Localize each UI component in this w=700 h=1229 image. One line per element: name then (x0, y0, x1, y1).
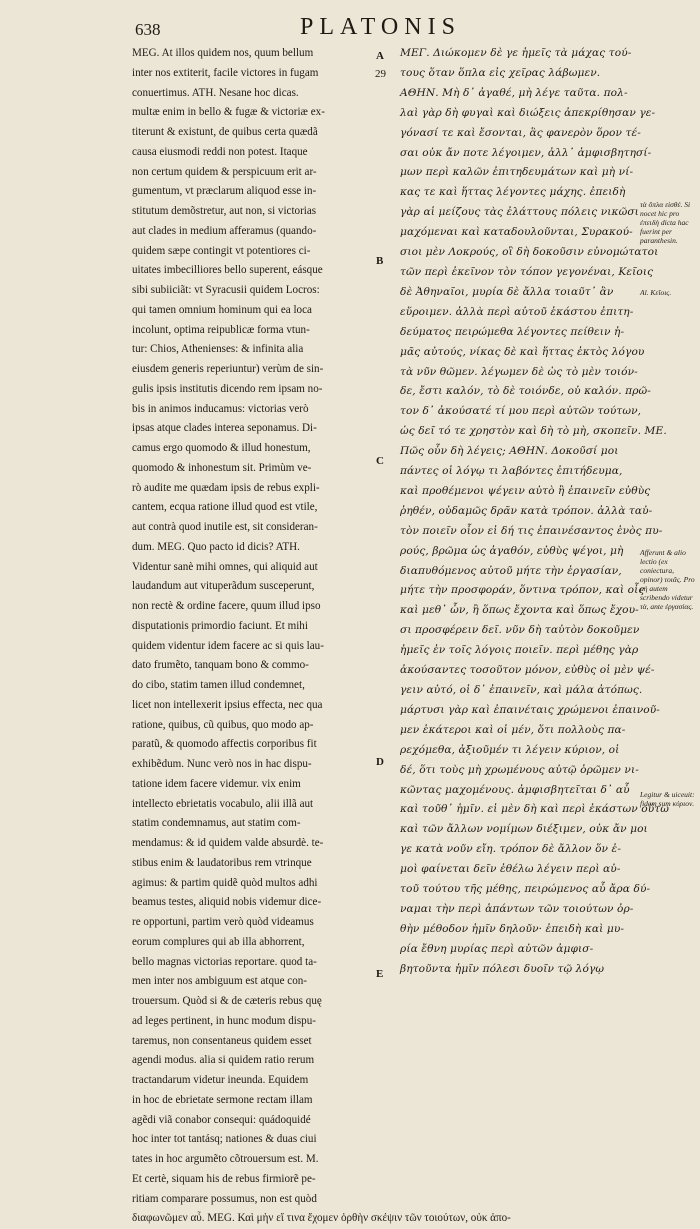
latin-text-line: intellecto ebrietatis vocabulo, alii illã aut (132, 797, 314, 810)
latin-text-line: dum. MEG. Quo pacto id dicis? ATH. (132, 540, 300, 553)
latin-text-line: sibi subiiciãt: vt Syracusii quidem Locros: (132, 284, 320, 296)
latin-text-line: taremus, non consentaneus quidem esset (132, 1034, 312, 1047)
latin-text-line: titerunt & existunt, de quibus certa quædã (132, 126, 318, 138)
latin-text-line: eiusdem generis reperiuntur) verùm de sin- (132, 363, 324, 375)
latin-text-line: statim condemnamus, aut statim com- (132, 817, 301, 830)
latin-text-line: dato frumẽto, tanquam bono & commo- (132, 659, 309, 672)
latin-text-line: agẽdi viã conabor consequi: quádoquidé (132, 1113, 311, 1126)
latin-text-line: non rectè & ordine facere, quum illud ipso (132, 600, 321, 612)
latin-text-line: non certum quidem & perspicuum erit ar- (132, 165, 317, 178)
latin-text-line: cantem, ecqua ratione illud quod est vtile, (132, 501, 318, 514)
latin-text-line: beamus testes, aliquid nobis videmur dice- (132, 896, 322, 909)
latin-text-line: conuertimus. ATH. Nesane hoc dicas. (132, 86, 299, 99)
greek-text-line: ὡς δεῖ τό τε χρηστὸν καὶ δὴ τὸ μὴ, σκοπεῖν. ΜΕ. (400, 425, 667, 438)
greek-text-line: καὶ προθέμενοι ψέγειν αὐτὸ ἢ ἐπαινεῖν εὐθὺς (400, 484, 651, 497)
latin-text-line: tur: Chios, Athenienses: & infinita alia (132, 343, 304, 356)
greek-text-line: βητοῦντα ἡμῖν πόλεσι δυοῖν τῷ λόγῳ (400, 962, 605, 975)
greek-text-line: μήτε τὴν προσφοράν, ὅντινα τρόπον, καὶ οἷς (400, 584, 645, 597)
greek-text-line: λαὶ γὰρ δὴ φυγαὶ καὶ διώξεις ἀπεκρίθησαν γε- (400, 106, 656, 119)
greek-text-line: ἀκούσαντες τοσοῦτον μόνον, εὐθὺς οἱ μὲν ψέ- (400, 664, 655, 677)
latin-text-line: mendamus: & id quidem valde absurdè. te- (132, 837, 324, 849)
latin-text-line: uitates imbecilliores bello superent, eásque (132, 264, 323, 277)
latin-text-line: laudandum aut vituperãdum susceperunt, (132, 580, 315, 593)
latin-text-line: stibus enim & laudatoribus rem vtrinque (132, 856, 312, 869)
latin-text-line: quomodo & inhonestum sit. Primùm ve- (132, 461, 312, 474)
section-letter: D (376, 756, 384, 768)
greek-text-line: ρία ἔθνη μυρίας περὶ αὐτῶν ἀμφισ- (400, 942, 594, 955)
marginal-note: Afferunt & alio lectio (ex coniectura, opinor) τοιᾶς. Pro μὴ autem scribendo videtur τὰ, ante ἐργασίας. (640, 548, 695, 611)
latin-text-line: inter nos extiterit, facile victores in fugam (132, 66, 319, 79)
latin-text-line: Videntur sanè mihi omnes, qui aliquid aut (132, 560, 318, 573)
latin-text-line: quidem sæpe contingit vt potentiores ci- (132, 244, 311, 257)
greek-text-line: ῥηθέν, οὐδαμῶς δρᾶν κατὰ τρόπον. ἀλλὰ ταὐ- (400, 504, 653, 517)
latin-text-line: rò audite me quædam ipsis de rebus expli- (132, 481, 320, 494)
greek-text-line: ΑΘΗΝ. Μὴ δ᾽ ἀγαθέ, μὴ λέγε ταῦτα. πολ- (400, 86, 628, 99)
latin-text-line: licet non intellexerit ipsius effecta, nec qua (132, 698, 323, 711)
latin-text-line: exhibẽdum. Nunc verò nos in hac dispu- (132, 758, 312, 770)
latin-text-line: aut contrà quod inutile est, sit consideran- (132, 521, 318, 533)
latin-text-line: ratione, quibus, cũ quibus, quo modo ap- (132, 718, 314, 731)
running-title: PLATONIS (300, 14, 461, 40)
latin-text-line: gulis ipsis institutis dicendo rem ipsam no- (132, 382, 323, 395)
marginal-note: Legitur & uiceuit: fidem sum κύριον. (640, 790, 695, 808)
greek-text-line: δὲ Ἀθηναῖοι, μυρία δὲ ἄλλα τοιαῦτ᾽ ἂν (400, 285, 614, 298)
greek-text-line: ναμαι τὴν περὶ ἁπάντων τῶν τοιούτων ὀρ- (400, 902, 634, 915)
greek-text-line: τοῦ τούτου τῆς μέθης, πειρώμενος αὖ ἄρα δύ- (400, 883, 651, 896)
greek-text-line: κας τε καὶ ἥττας λέγοντες μάχης. ἐπειδὴ (400, 186, 626, 199)
greek-text-line: τὰ νῦν θῶμεν. λέγωμεν δὲ ὡς τὸ μὲν τοιόν- (400, 365, 638, 378)
page-number: 638 (135, 20, 161, 39)
latin-text-line: multæ enim in bello & fugæ & victoriæ ex- (132, 106, 325, 119)
latin-text-line: διαφωνῶμεν αὖ. MEG. Καὶ μὴν εἴ τινα ἔχομεν ὀρθὴν σκέψιν τῶν τοιούτων, οὐκ ἀπο- (132, 1212, 511, 1225)
latin-text-line: qui tamen omnium hominum qui ea loca (132, 303, 312, 316)
greek-text-line: σαι οὐκ ἄν ποτε λέγοιμεν, ἀλλ᾽ ἀμφισβητησί- (400, 146, 652, 159)
section-letter: A (376, 50, 384, 62)
greek-text-line: δεύματος πειρώμεθα λέγοντες πείθειν ἡ- (400, 325, 625, 338)
greek-text-line: γόνασί τε καὶ ἔσονται, ἃς φανερὸν ὅρον τέ- (400, 126, 641, 139)
latin-text-line: ad leges pertinent, in hunc modum dispu- (132, 1014, 316, 1027)
greek-text-line: ἡμεῖς ἐν τοῖς λόγοις ποιεῖν. περὶ μέθης γὰρ (400, 644, 639, 657)
latin-text-line: tates in hoc argumẽto cõtrouersum est. M. (132, 1153, 319, 1165)
latin-text-line: gumentum, vt præclarum aliquod esse in- (132, 185, 317, 198)
latin-text-line: aut clades in medium afferamus (quando- (132, 224, 317, 237)
greek-text-line: μεν ἑκάτεροι καὶ οἱ μέν, ὅτι πολλοὺς πα- (400, 723, 626, 736)
latin-text-line: paratũ, & quomodo affectis corporibus fit (132, 738, 317, 751)
line-marker: 29 (375, 68, 386, 80)
greek-text-line: κῶντας μαχομένους. ἀμφισβητεῖται δ᾽ αὖ (400, 783, 630, 796)
latin-text-line: bello magnas victorias reportare. quod ta- (132, 955, 317, 968)
greek-text-line: ρούς, βρῶμα ὡς ἀγαθόν, εὐθὺς ψέγοι, μὴ (400, 544, 624, 557)
latin-text-line: agimus: & partim quidẽ quòd multos adhi (132, 876, 318, 889)
greek-text-line: καὶ τοῦθ᾽ ἡμῖν. εἰ μὲν δὴ καὶ περὶ ἑκάστων οὕτω (400, 803, 669, 816)
greek-text-line: καὶ μεθ᾽ ὧν, ἢ ὅπως ἔχοντα καὶ ὅπως ἔχου- (400, 604, 639, 617)
greek-text-line: τὸν ποιεῖν οἷον εἰ δή τις ἐπαινέσαντος ἑνὸς πυ- (400, 524, 663, 537)
latin-text-line: ipsas atque clades interea seponamus. Di- (132, 422, 317, 435)
greek-text-line: μάρτυσι γὰρ καὶ ἐπαινέταις χρώμενοι ἐπαινοῦ- (400, 703, 660, 716)
greek-text-line: καὶ τῶν ἄλλων νομίμων διέξιμεν, οὐκ ἄν μοι (400, 823, 648, 836)
greek-text-line: θὴν μέθοδον ἡμῖν δηλοῦν· ἐπειδὴ καὶ μυ- (400, 922, 625, 935)
latin-text-line: tractandarum videtur ineunda. Equidem (132, 1074, 309, 1086)
greek-text-line: γε κατὰ νοῦν εἴη. τρόπον δὲ ἄλλον ὅν ἐ- (400, 843, 622, 856)
marginal-note: Al. Κεῖοις. (640, 288, 672, 297)
greek-text-line: δε, ἔστι καλόν, τὸ δὲ τοιόνδε, οὐ καλόν. πρῶ- (400, 385, 651, 398)
latin-text-line: causa eiusmodi reddi non potest. Itaque (132, 145, 308, 158)
greek-text-line: γὰρ αἱ μείζους τὰς ἐλάττους πόλεις νικῶσι (400, 206, 639, 219)
latin-text-line: ritiam comparare possumus, non est quòd (132, 1192, 317, 1205)
greek-text-line: Πῶς οὖν δὴ λέγεις; ΑΘΗΝ. Δοκοῦσί μοι (400, 445, 619, 458)
greek-text-line: σιοι μὲν Λοκρούς, οἳ δὴ δοκοῦσιν εὐνομώτατοι (400, 246, 659, 259)
greek-text-line: τους ὅταν ὅπλα εἰς χεῖρας λάβωμεν. (400, 66, 601, 79)
greek-text-line: μαχόμεναι καὶ καταδουλοῦνται, Συρακού- (400, 226, 633, 239)
greek-text-line: τῶν περὶ ἐκεῖνον τὸν τόπον γεγονέναι, Κεῖοις (400, 265, 654, 278)
greek-text-line: εὕροιμεν. ἀλλὰ περὶ αὐτοῦ ἑκάστου ἐπιτη- (400, 305, 634, 318)
section-letter: B (376, 255, 384, 267)
greek-text-line: ρεχόμεθα, ἀξιοῦμέν τι λέγειν κύριον, οἱ (400, 743, 620, 756)
greek-text-line: διαπυθόμενος αὐτοῦ μήτε τὴν ἐργασίαν, (400, 564, 622, 577)
latin-text-line: MEG. At illos quidem nos, quum bellum (132, 47, 314, 59)
latin-text-line: in hoc de ebrietate sermone rectam illam (132, 1093, 313, 1106)
latin-text-line: quidem videntur idem facere ac si quis lau- (132, 639, 324, 652)
latin-text-line: bis in animos inducamus: victorias verò (132, 402, 309, 415)
latin-text-line: eorum complures qui ab illa abhorrent, (132, 935, 305, 948)
greek-text-line: μοὶ φαίνεται δεῖν ἐθέλω λέγειν περὶ αὐ- (400, 863, 621, 876)
latin-text-line: tatione idem facere videmur. vix enim (132, 777, 301, 790)
latin-text-line: do cibo, statim tamen illud condemnet, (132, 679, 305, 691)
latin-text-line: stitutum demõstretur, aut non, si victorias (132, 205, 317, 217)
latin-text-line: re opportuni, partim verò quòd videamus (132, 916, 314, 928)
greek-text-line: γειν αὐτό, οἱ δ᾽ ἐπαινεῖν, καὶ μάλα ἀτόπως. (400, 684, 643, 696)
greek-text-line: ΜΕΓ. Διώκομεν δὲ γε ἡμεῖς τὰ μάχας τού- (400, 47, 632, 59)
latin-text-line: agendi modus. alia si quidem ratio rerum (132, 1054, 315, 1067)
section-letter: E (376, 968, 384, 980)
latin-text-line: hoc inter tot tantásq; nationes & duas ciui (132, 1133, 317, 1146)
latin-text-line: disputationis primordio faciunt. Et mihi (132, 619, 308, 632)
latin-text-line: trouersum. Quòd si & de cæteris rebus quę (132, 995, 322, 1007)
latin-text-line: camus ergo quomodo & illud honestum, (132, 442, 311, 454)
marginal-note: τὰ ὅπλα εἰσθέ. Si nocet hic pro ἐπειδὴ dicta hac fuerint per paranthesin. (640, 200, 691, 245)
greek-text-line: μᾶς αὐτούς, νίκας δὲ καὶ ἥττας ἐκτὸς λόγου (400, 345, 645, 358)
latin-text-line: incolunt, optima reipublicæ forma vtun- (132, 323, 310, 336)
greek-text-line: πάντες οἱ λόγῳ τι λαβόντες ἐπιτήδευμα, (400, 465, 623, 478)
greek-text-line: μων περὶ καλῶν ἐπιτηδευμάτων καὶ μὴ νί- (400, 166, 634, 179)
latin-text-line: Et certè, siquam his de rebus firmiorẽ pe- (132, 1172, 316, 1185)
greek-text-line: δέ, ὅτι τοὺς μὴ χρωμένους αὐτῷ ὁρῶμεν νι- (400, 763, 639, 776)
greek-text-line: σι προσφέρειν δεῖ. νῦν δὴ ταὐτὸν δοκοῦμεν (400, 624, 640, 637)
latin-text-line: men inter nos ambiguum est atque con- (132, 975, 307, 988)
greek-text-line: τον δ᾽ ἀκούσατέ τί μου περὶ αὐτῶν τούτων, (400, 405, 642, 418)
section-letter: C (376, 455, 384, 467)
